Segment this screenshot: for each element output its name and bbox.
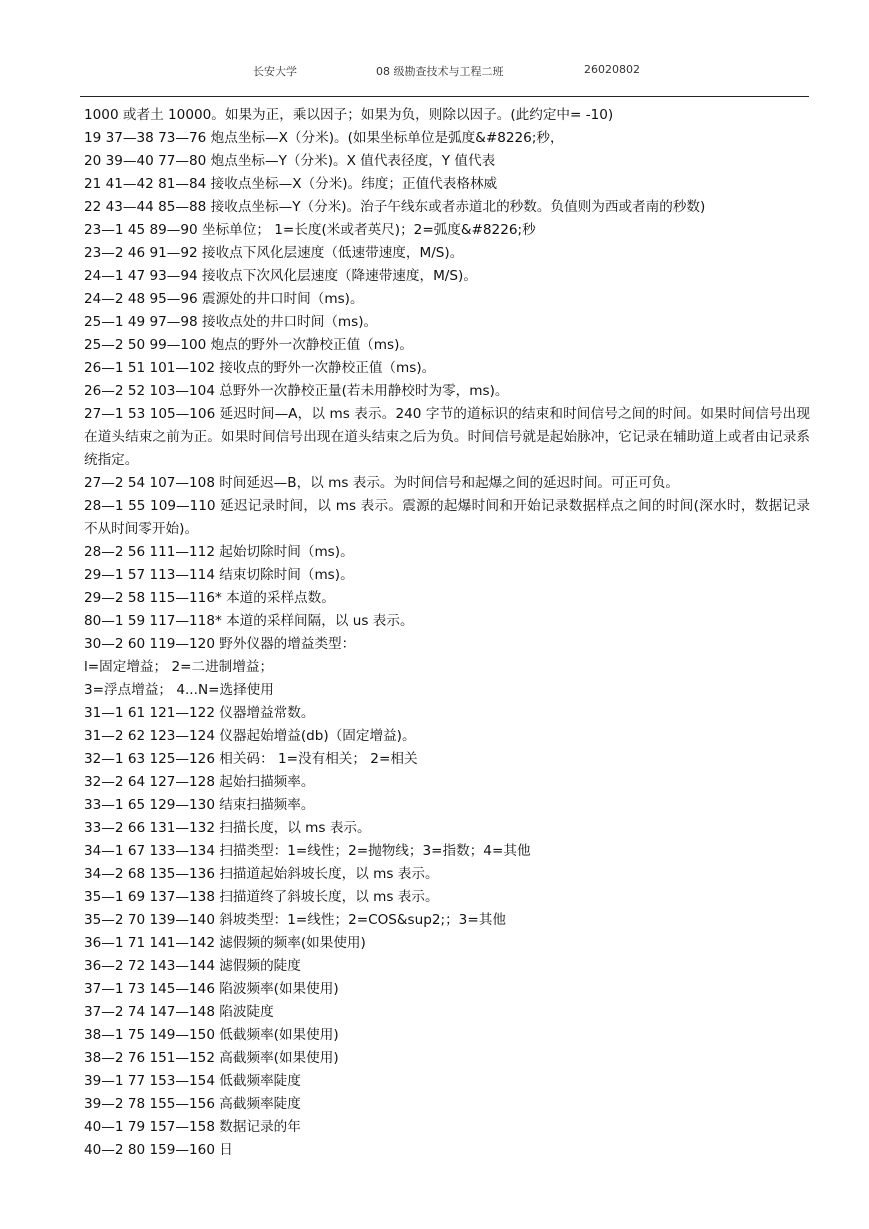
text-line: 29—1 57 113—114 结束切除时间（ms)。: [84, 567, 354, 583]
text-line: 38—1 75 149—150 低截频率(如果使用): [84, 1027, 339, 1043]
text-line: 37—2 74 147—148 陷波陡度: [84, 1004, 274, 1020]
text-line: 32—1 63 125—126 相关码： 1=没有相关； 2=相关: [84, 751, 418, 767]
text-line: 23—2 46 91—92 接收点下风化层速度（低速带速度，M/S)。: [84, 245, 464, 261]
text-line: 28—2 56 111—112 起始切除时间（ms)。: [84, 544, 354, 560]
header-class-name: 08 级勘查技术与工程二班: [376, 65, 504, 78]
text-line: 37—1 73 145—146 陷波频率(如果使用): [84, 981, 339, 997]
text-line: 33—1 65 129—130 结束扫描频率。: [84, 797, 315, 813]
text-line: 3=浮点增益； 4...N=选择使用: [84, 682, 274, 698]
paragraph-delay-a: 27—1 53 105—106 延迟时间—A，以 ms 表示。240 字节的道标识的结束和时间信号之间的时间。如果时间信号出现在道头结束之前为正。如果时间信号出现在道头结束之后为负。时间信号就是起始脉冲，它记录在辅助道上或者由记录系统指定。: [84, 406, 810, 468]
text-line: 27—2 54 107—108 时间延迟—B，以 ms 表示。为时间信号和起爆之间的延迟时间。可正可负。: [84, 475, 679, 491]
text-line: 39—2 78 155—156 高截频率陡度: [84, 1096, 301, 1112]
text-line: 33—2 66 131—132 扫描长度，以 ms 表示。: [84, 820, 371, 836]
text-line: 40—1 79 157—158 数据记录的年: [84, 1119, 301, 1135]
text-line: 24—1 47 93—94 接收点下次风化层速度（降速带速度，M/S)。: [84, 268, 477, 284]
text-line: 32—2 64 127—128 起始扫描频率。: [84, 774, 315, 790]
text-line: l=固定增益； 2=二进制增益；: [84, 659, 274, 675]
text-line: 38—2 76 151—152 高截频率(如果使用): [84, 1050, 339, 1066]
text-line: 20 39—40 77—80 炮点坐标—Y（分米)。X 值代表径度，Y 值代表: [84, 153, 496, 169]
text-line: 21 41—42 81—84 接收点坐标—X（分米)。纬度；正值代表格林威: [84, 176, 498, 192]
text-line: 31—1 61 121—122 仪器增益常数。: [84, 705, 315, 721]
text-line: 25—2 50 99—100 炮点的野外一次静校正值（ms)。: [84, 337, 413, 353]
text-line: 22 43—44 85—88 接收点坐标—Y（分米)。治子午线东或者赤道北的秒数。负值则为西或者南的秒数): [84, 199, 706, 215]
text-line: 26—1 51 101—102 接收点的野外一次静校正值（ms)。: [84, 360, 436, 376]
text-line: 31—2 62 123—124 仪器起始增益(db)（固定增益)。: [84, 728, 416, 744]
text-line: 25—1 49 97—98 接收点处的井口时间（ms)。: [84, 314, 378, 330]
text-line: 23—1 45 89—90 坐标单位； 1=长度(米或者英尺)；2=弧度&#8226;秒: [84, 222, 536, 238]
header-student-id: 26020802: [584, 63, 640, 76]
text-line: 40—2 80 159—160 日: [84, 1142, 233, 1158]
text-line: 29—2 58 115—116* 本道的采样点数。: [84, 590, 335, 606]
text-line: 34—1 67 133—134 扫描类型：1=线性；2=抛物线；3=指数；4=其他: [84, 843, 531, 859]
text-line: 36—2 72 143—144 滤假频的陡度: [84, 958, 301, 974]
text-line: 80—1 59 117—118* 本道的采样间隔，以 us 表示。: [84, 613, 414, 629]
text-line: 34—2 68 135—136 扫描道起始斜坡长度，以 ms 表示。: [84, 866, 439, 882]
document-body: [84, 104, 810, 1162]
text-line: 19 37—38 73—76 炮点坐标—X（分米)。(如果坐标单位是弧度&#8226;秒，: [84, 130, 564, 146]
page-header: [0, 60, 869, 80]
text-line: 26—2 52 103—104 总野外一次静校正量(若未用静校时为零，ms)。: [84, 383, 509, 399]
paragraph-delay-record: 28—1 55 109—110 延迟记录时间，以 ms 表示。震源的起爆时间和开始记录数据样点之间的时间(深水时，数据记录不从时间零开始)。: [84, 498, 810, 537]
text-line: 35—2 70 139—140 斜坡类型：1=线性；2=COS&sup2;；3=其他: [84, 912, 506, 928]
text-line: 1000 或者土 10000。如果为正，乘以因子；如果为负，则除以因子。(此约定中= -10): [84, 107, 614, 123]
text-line: 30—2 60 119—120 野外仪器的增益类型：: [84, 636, 356, 652]
text-line: 24—2 48 95—96 震源处的井口时间（ms)。: [84, 291, 364, 307]
text-line: 35—1 69 137—138 扫描道终了斜坡长度，以 ms 表示。: [84, 889, 439, 905]
header-divider: [80, 96, 809, 97]
text-line: 36—1 71 141—142 滤假频的频率(如果使用): [84, 935, 366, 951]
header-university: 长安大学: [253, 65, 297, 78]
text-line: 39—1 77 153—154 低截频率陡度: [84, 1073, 301, 1089]
